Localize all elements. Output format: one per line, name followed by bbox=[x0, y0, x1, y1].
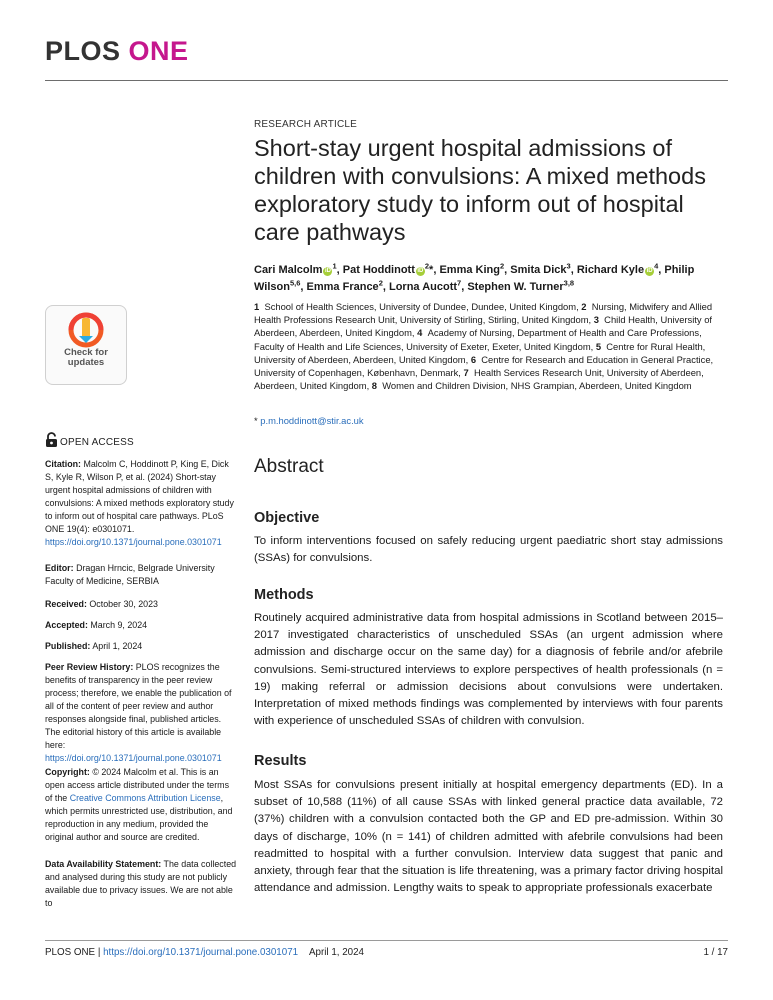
methods-heading: Methods bbox=[254, 587, 314, 603]
copyright-text-a: © 2024 Malcolm et al. This is an open access article distributed under the terms of the bbox=[45, 767, 230, 803]
peer-review-text: PLOS recognizes the benefits of transparency in the peer review process; therefore, we enable the publication of all of the content of peer review and author responses alongside final, published articles. The editorial history of this article is available here: bbox=[45, 662, 232, 750]
author-name: Pat Hoddinott bbox=[342, 264, 415, 276]
received-label: Received: bbox=[45, 599, 87, 609]
accepted-block bbox=[45, 619, 238, 632]
data-availability-label: Data Availability Statement: bbox=[45, 859, 162, 869]
data-availability-block bbox=[45, 858, 238, 910]
check-for-updates-badge[interactable] bbox=[45, 305, 127, 385]
received-block bbox=[45, 598, 238, 611]
orcid-icon[interactable]: iD bbox=[646, 268, 653, 274]
author-separator: , bbox=[433, 264, 440, 276]
affiliation-number: 8 bbox=[371, 380, 378, 392]
affiliation-number: 6 bbox=[470, 353, 477, 365]
article-type: RESEARCH ARTICLE bbox=[254, 119, 358, 130]
footer-divider bbox=[45, 940, 728, 941]
affiliation-text: School of Health Sciences, University of Dundee, Dundee, United Kingdom, bbox=[264, 301, 579, 312]
editor-block bbox=[45, 562, 238, 588]
author-affiliation-ref: 7 bbox=[457, 278, 462, 288]
copyright-label: Copyright: bbox=[45, 767, 90, 777]
editor-label: Editor: bbox=[45, 563, 74, 573]
open-lock-icon bbox=[45, 432, 58, 448]
author-name: Lorna Aucott bbox=[388, 281, 458, 293]
check-updates-label: Check for updates bbox=[64, 347, 108, 368]
affiliation-list bbox=[254, 300, 722, 392]
orcid-icon[interactable]: iD bbox=[324, 268, 331, 274]
peer-review-label: Peer Review History: bbox=[45, 662, 134, 672]
author-separator: , bbox=[570, 264, 577, 276]
affiliation-number: 1 bbox=[254, 301, 260, 312]
affiliation-text: Health Services Research Unit, University of Aberdeen, Aberdeen, United Kingdom, bbox=[254, 367, 704, 392]
author-separator: , bbox=[300, 281, 307, 293]
author-affiliation-ref: 4 bbox=[654, 261, 659, 271]
author-name: Cari Malcolm bbox=[254, 264, 323, 276]
author-separator: , bbox=[658, 264, 665, 276]
author-affiliation-ref: 5,6 bbox=[289, 278, 301, 288]
affiliation-number: 5 bbox=[595, 340, 602, 352]
author-affiliation-ref: 1 bbox=[332, 261, 337, 271]
logo-one: ONE bbox=[128, 36, 189, 66]
footer-doi-link[interactable]: https://doi.org/10.1371/journal.pone.0301071 bbox=[103, 947, 299, 958]
author-separator: , bbox=[382, 281, 389, 293]
published-label: Published: bbox=[45, 641, 91, 651]
copyright-text-b: , which permits unrestricted use, distribution, and reproduction in any medium, provided the original author and source are credited. bbox=[45, 793, 233, 842]
abstract-heading: Abstract bbox=[254, 456, 324, 477]
author[interactable] bbox=[510, 261, 571, 276]
results-text: Most SSAs for convulsions present initially at hospital emergency departments (ED). In a subset of 10,588 (11%) of all cause SSAs with linked general practice data available, 72 (37%) children with a convulsion contacted both the GP and ED pre-admission. Within 30 days of discharge, 10% (n = 141) of children admitted with afebrile convulsions had been readmitted to hospital with a further convulsion. Interview data suggest that panic and anxiety, through fear that the situation is life threatening, was a primary factor driving hospital attendance and admission. Lengthy waits to speak to appropriate professionals exacerbate bbox=[254, 779, 723, 895]
affiliation-number: 4 bbox=[417, 327, 423, 339]
header-divider bbox=[45, 80, 728, 81]
author-affiliation-ref: 2 bbox=[499, 261, 505, 271]
author-name: Stephen W. Turner bbox=[467, 281, 564, 293]
author-separator: , bbox=[504, 264, 511, 276]
author-name: Richard Kyle bbox=[576, 264, 645, 276]
affiliation-text: Women and Children Division, NHS Grampian, Aberdeen, United Kingdom bbox=[382, 380, 692, 392]
author[interactable] bbox=[467, 278, 575, 293]
open-access-label: OPEN ACCESS bbox=[60, 437, 134, 448]
author-name: Smita Dick bbox=[510, 264, 567, 276]
methods-text: Routinely acquired administrative data from hospital admissions in Scotland between 2015–2017 investigated characteristics of unscheduled SSAs (an urgent admission where admission and discharge occur on the same day) for a diagnosis of febrile and/or afebrile convulsions. Semi-structured interviews to explore perspectives of health professionals (n = 19) making referral or admission decisions about convulsions were undertaken. Interpretation of mixed methods findings was complemented by interviews with four parents with experience of unscheduled SSAs of children with convulsion. bbox=[254, 612, 723, 728]
copyright-block bbox=[45, 766, 238, 844]
author-affiliation-ref: 3,8 bbox=[563, 278, 575, 288]
affiliation-number: 2 bbox=[581, 301, 587, 312]
journal-logo[interactable] bbox=[45, 36, 189, 67]
author-name: Emma King bbox=[439, 264, 500, 276]
corresponding-star: * bbox=[429, 264, 434, 276]
page-number: 1 / 17 bbox=[703, 947, 728, 958]
logo-plos: PLOS bbox=[45, 36, 121, 66]
correspondence bbox=[254, 415, 364, 426]
author[interactable] bbox=[576, 261, 659, 276]
author-separator: , bbox=[336, 264, 343, 276]
peer-review-link[interactable]: https://doi.org/10.1371/journal.pone.0301071 bbox=[45, 753, 222, 763]
citation-block bbox=[45, 458, 238, 549]
author-affiliation-ref: 3 bbox=[566, 261, 571, 271]
check-updates-icon bbox=[46, 306, 126, 350]
affiliation-text: Nursing, Midwifery and Allied Health Professions Research Unit, University of Stirling, Stirling, United Kingdom, bbox=[254, 301, 713, 326]
published-date: April 1, 2024 bbox=[92, 641, 143, 651]
license-link[interactable]: Creative Commons Attribution License bbox=[69, 793, 221, 803]
received-date: October 30, 2023 bbox=[89, 599, 158, 609]
correspondence-star: * bbox=[254, 415, 258, 426]
published-block bbox=[45, 640, 238, 653]
author[interactable] bbox=[254, 261, 337, 276]
footer-date: April 1, 2024 bbox=[309, 947, 365, 958]
author-name: Emma France bbox=[306, 281, 379, 293]
affiliation-number: 3 bbox=[593, 314, 599, 326]
affiliation-text: Centre for Research and Education in General Practice, University of Copenhagen, København, Denmark, bbox=[254, 353, 714, 379]
correspondence-email[interactable]: p.m.hoddinott@stir.ac.uk bbox=[260, 415, 364, 426]
author[interactable] bbox=[388, 278, 462, 293]
objective-heading: Objective bbox=[254, 510, 320, 526]
orcid-icon[interactable]: iD bbox=[417, 268, 424, 274]
author-affiliation-ref: 2 bbox=[378, 278, 383, 288]
footer-info bbox=[45, 947, 364, 958]
affiliation-text: Centre for Rural Health, University of Aberdeen, Aberdeen, United Kingdom, bbox=[254, 340, 706, 365]
author-separator: , bbox=[461, 281, 468, 293]
author[interactable] bbox=[306, 278, 383, 293]
author[interactable] bbox=[439, 261, 505, 276]
author[interactable] bbox=[342, 261, 434, 276]
author-name: Philip Wilson bbox=[254, 264, 695, 293]
results-heading: Results bbox=[254, 753, 307, 769]
peer-review-block bbox=[45, 661, 238, 765]
editor-text: Dragan Hrncic, Belgrade University Faculty of Medicine, SERBIA bbox=[45, 563, 215, 586]
footer-separator: | bbox=[95, 947, 104, 958]
citation-text: Malcolm C, Hoddinott P, King E, Dick S, Kyle R, Wilson P, et al. (2024) Short-stay urgent hospital admissions of children with convulsions: A mixed methods exploratory study to inform out of hospital care pathways. PLoS ONE 19(4): e0301071. bbox=[45, 459, 234, 534]
data-availability-text: The data collected and analysed during this study are not publicly available due to privacy issues. We are not able to bbox=[45, 859, 237, 908]
accepted-label: Accepted: bbox=[45, 620, 88, 630]
author-list bbox=[254, 262, 724, 296]
article-title: Short-stay urgent hospital admissions of children with convulsions: A mixed methods exploratory study to inform out of hospital care pathways bbox=[254, 135, 706, 245]
footer-journal: PLOS ONE bbox=[45, 947, 96, 958]
citation-doi-link[interactable]: https://doi.org/10.1371/journal.pone.0301071 bbox=[45, 537, 222, 547]
affiliation-text: Academy of Nursing, Department of Health and Care Professions, Faculty of Health and Life Sciences, University of Exeter, Exeter, United Kingdom, bbox=[254, 327, 702, 352]
citation-label: Citation: bbox=[45, 459, 81, 469]
accepted-date: March 9, 2024 bbox=[90, 620, 148, 630]
affiliation-number: 7 bbox=[463, 367, 469, 379]
author-affiliation-ref: 2 bbox=[424, 261, 430, 271]
objective-text: To inform interventions focused on safely reducing urgent paediatric short stay admissions (SSAs) for convulsions. bbox=[254, 535, 723, 565]
affiliation-text: Child Health, University of Aberdeen, Aberdeen, United Kingdom, bbox=[254, 314, 713, 339]
